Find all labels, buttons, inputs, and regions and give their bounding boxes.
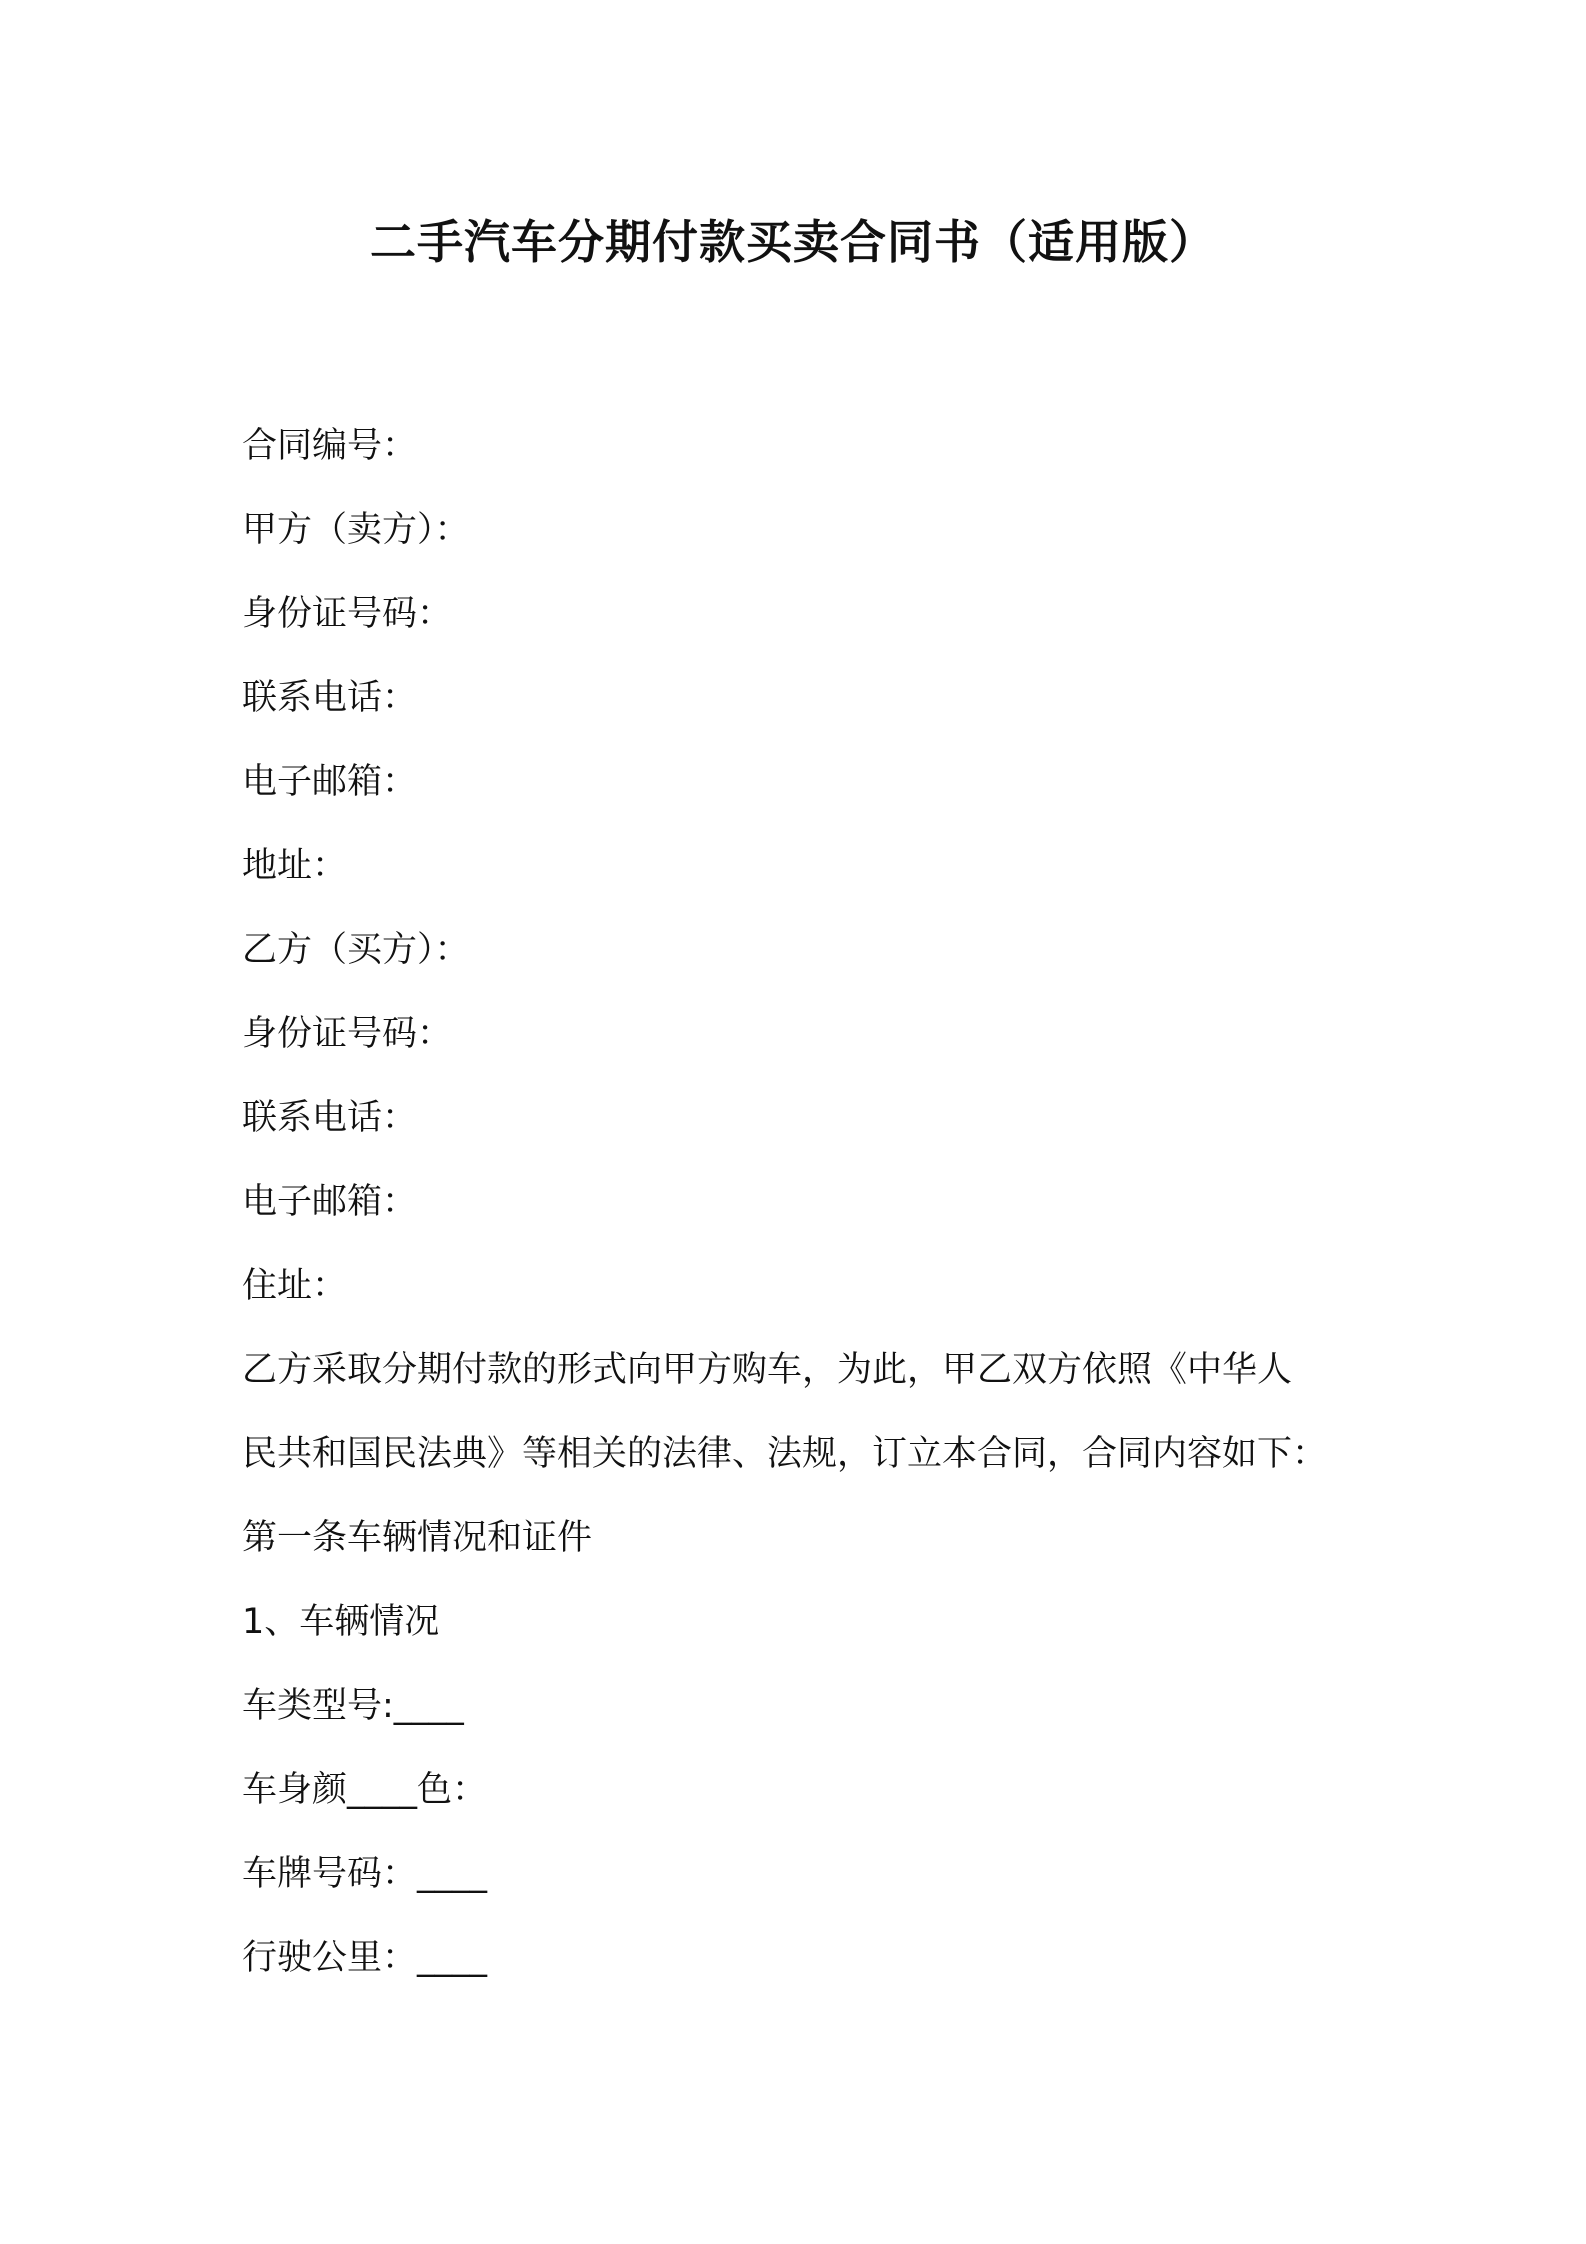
plate-number-line: 车牌号码：____	[242, 1854, 488, 1894]
party-a-address-line: 地址：	[242, 846, 348, 886]
party-a-line: 甲方（卖方）：	[242, 510, 470, 550]
document-title: 二手汽车分期付款买卖合同书（适用版）	[370, 215, 1216, 269]
article-1-heading: 第一条车辆情况和证件	[242, 1518, 593, 1558]
mileage-line: 行驶公里：____	[242, 1938, 488, 1978]
contract-number-line: 合同编号：	[242, 426, 418, 466]
party-a-email-line: 电子邮箱：	[242, 762, 418, 802]
party-a-id-line: 身份证号码：	[242, 594, 453, 634]
preamble-line-1: 乙方采取分期付款的形式向甲方购车，为此，甲乙双方依照《中华人	[242, 1350, 1293, 1390]
vehicle-color-line: 车身颜____色：	[242, 1770, 488, 1810]
party-b-address-line: 住址：	[242, 1266, 348, 1306]
party-b-line: 乙方（买方）：	[242, 930, 470, 970]
vehicle-model-line: 车类型号:____	[242, 1686, 464, 1726]
party-b-email-line: 电子邮箱：	[242, 1182, 418, 1222]
party-b-id-line: 身份证号码：	[242, 1014, 453, 1054]
party-a-phone-line: 联系电话：	[242, 678, 418, 718]
document-body	[242, 404, 1362, 2000]
preamble-line-2: 民共和国民法典》等相关的法律、法规，订立本合同，合同内容如下：	[242, 1434, 1328, 1474]
section-1-heading: 1、车辆情况	[242, 1602, 440, 1642]
party-b-phone-line: 联系电话：	[242, 1098, 418, 1138]
